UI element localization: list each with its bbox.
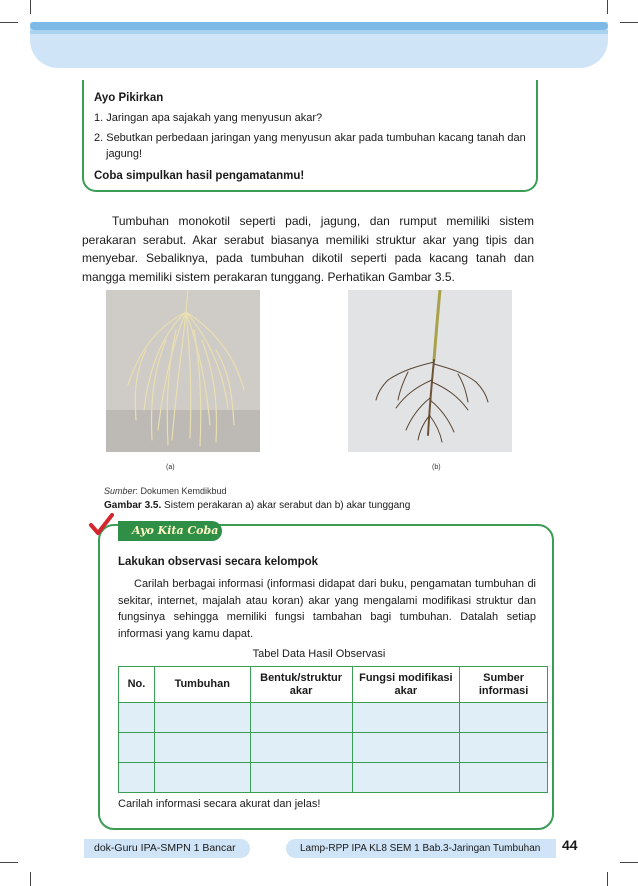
think-title: Ayo Pikirkan [94,92,164,104]
table-cell[interactable] [460,703,548,733]
table-cell[interactable] [154,763,250,793]
figure-source [104,486,227,496]
table-cell[interactable] [119,703,155,733]
activity-closing: Carilah informasi secara akurat dan jelas! [118,798,321,810]
taproot-photo [348,290,512,452]
table-row [119,763,548,793]
table-cell[interactable] [154,703,250,733]
label-b: (b) [432,464,441,471]
source-rest: : Dokumen Kemdikbud [135,486,227,496]
table-cell[interactable] [250,763,352,793]
table-cell[interactable] [460,763,548,793]
activity-title: Lakukan observasi secara kelompok [118,556,319,568]
header-source: Sumber informasi [460,667,548,703]
table-cell[interactable] [154,733,250,763]
header-plant: Tumbuhan [154,667,250,703]
think-box [82,80,538,192]
header-root-structure: Bentuk/struktur akar [250,667,352,703]
header-stripe [30,22,608,30]
checkmark-icon [88,512,114,538]
label-a: (a) [166,464,175,471]
activity-paragraph: Carilah berbagai informasi (informasi didapat dari buku, pengamatan tumbuhan di sekitar, internet, majalah atau koran) akar yang mengalami modifikasi struktur dan fungsinya sehingga memiliki fungsi tambahan bagi tumbuhan. Datalah setiap informasi yang kamu dapat. [118,578,536,640]
table-cell[interactable] [119,763,155,793]
header-root-function: Fungsi modifikasi akar [352,667,460,703]
activity-tag: Ayo Kita Coba [118,521,222,541]
source-prefix: Sumber [104,486,136,496]
question-2: 2. Sebutkan perbedaan jaringan yang menyusun akar pada tumbuhan kacang tanah dan jagung! [94,132,526,160]
fibrous-root-photo [106,290,260,452]
footer-right: Lamp-RPP IPA KL8 SEM 1 Bab.3-Jaringan Tumbuhan [286,839,556,858]
table-cell[interactable] [250,703,352,733]
table-cell[interactable] [352,733,460,763]
table-cell[interactable] [352,703,460,733]
caption-text: Sistem perakaran a) akar serabut dan b) akar tunggang [164,500,411,511]
table-cell[interactable] [119,733,155,763]
header-stripe-light [30,30,608,34]
table-header-row [119,667,548,703]
observation-table [118,666,548,793]
table-row [119,703,548,733]
caption-number: Gambar 3.5. [104,500,162,511]
question-1: 1. Jaringan apa sajakah yang menyusun akar? [94,112,323,124]
table-title: Tabel Data Hasil Observasi [252,648,386,660]
table-cell[interactable] [352,763,460,793]
table-cell[interactable] [250,733,352,763]
body-paragraph: Tumbuhan monokotil seperti padi, jagung, dan rumput memiliki sistem perakaran serabut. Akar serabut biasanya memiliki struktur akar yang tipis dan menyebar. Sebaliknya, pada tumbuhan dikotil seperti pada kacang tanah dan mangga memiliki sistem perakaran tunggang. Perhatikan Gambar 3.5. [82,214,534,284]
footer-left: dok-Guru IPA-SMPN 1 Bancar [84,839,250,858]
page-number: 44 [562,837,578,853]
table-cell[interactable] [460,733,548,763]
header-no: No. [119,667,155,703]
table-row [119,733,548,763]
figure-caption [104,500,410,511]
think-conclusion: Coba simpulkan hasil pengamatanmu! [94,170,305,182]
